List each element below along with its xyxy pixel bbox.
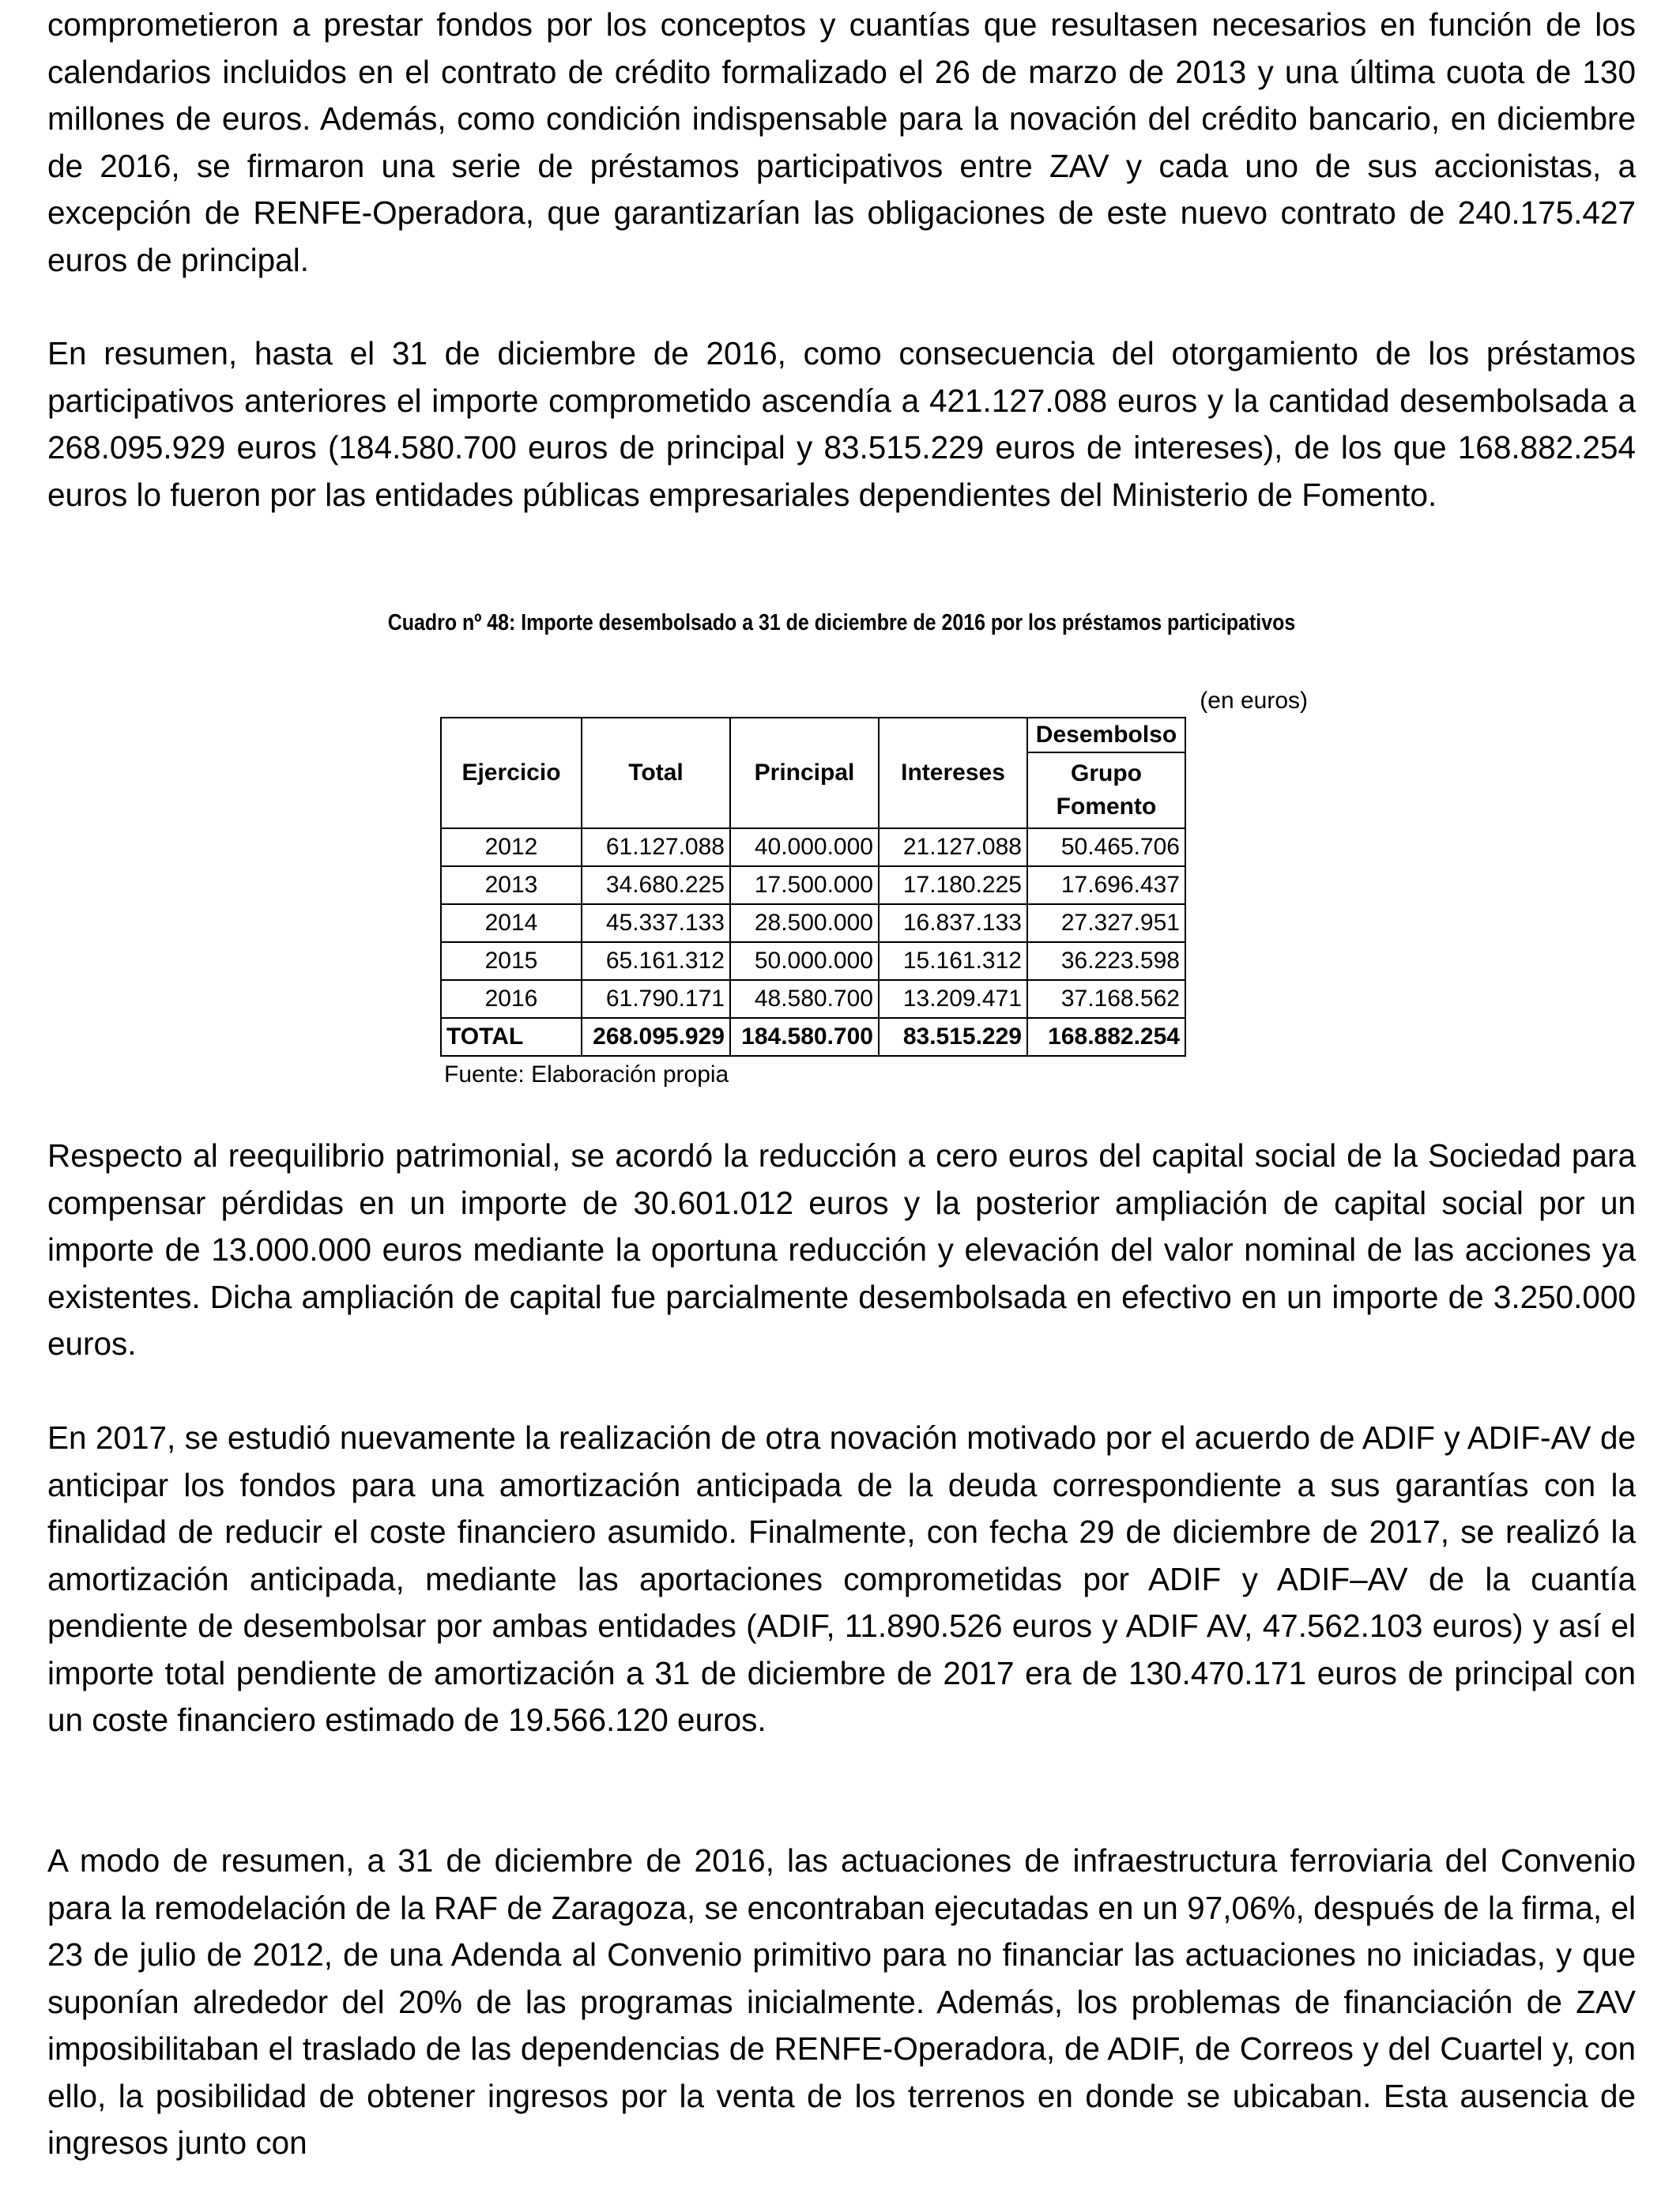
cell-total: 61.127.088 — [582, 828, 730, 866]
cell-intereses: 16.837.133 — [879, 904, 1027, 942]
table-total-row — [441, 1018, 1185, 1056]
paragraph-novacion-2017: En 2017, se estudió nuevamente la realización de otra novación motivado por el acuerdo de ADIF y ADIF-AV de anticipar los fondos para una amortización anticipada de la deuda correspondiente a sus garantías con la finalidad de reducir el coste financiero asumido. Finalmente, con fecha 29 de diciembre de 2017, se realizó la amortización anticipada, mediante las aportaciones comprometidas por ADIF y ADIF–AV de la cuantía pendiente de desembolsar por ambas entidades (ADIF, 11.890.526 euros y ADIF AV, 47.562.103 euros) y así el importe total pendiente de amortización a 31 de diciembre de 2017 era de 130.470.171 euros de principal con un coste financiero estimado de 19.566.120 euros. — [47, 1419, 1636, 1738]
cell-year: 2012 — [441, 828, 582, 866]
cell-year: 2015 — [441, 942, 582, 980]
cell-principal: 40.000.000 — [730, 828, 879, 866]
cell-fomento: 37.168.562 — [1027, 980, 1185, 1018]
header-grupo-fomento: Grupo Fomento — [1027, 752, 1185, 828]
header-intereses: Intereses — [879, 718, 1027, 828]
cell-fomento: 17.696.437 — [1027, 866, 1185, 904]
cell-intereses: 21.127.088 — [879, 828, 1027, 866]
header-ejercicio: Ejercicio — [441, 718, 582, 828]
cell-fomento: 168.882.254 — [1027, 1018, 1185, 1056]
header-desembolso: Desembolso — [1027, 718, 1185, 752]
table-row — [441, 904, 1185, 942]
cell-fomento: 36.223.598 — [1027, 942, 1185, 980]
cell-year: 2016 — [441, 980, 582, 1018]
table-row — [441, 828, 1185, 866]
cell-total: 61.790.171 — [582, 980, 730, 1018]
table-caption: Cuadro nº 48: Importe desembolsado a 31 de diciembre de 2016 por los préstamos participativos — [387, 610, 1296, 635]
cell-fomento: 27.327.951 — [1027, 904, 1185, 942]
paragraph-prestamos-participativos: comprometieron a prestar fondos por los conceptos y cuantías que resultasen necesarios en función de los calendarios incluidos en el contrato de crédito formalizado el 26 de marzo de 2013 y una última cuota de 130 millones de euros. Además, como condición indispensable para la novación del crédito bancario, en diciembre de 2016, se firmaron una serie de préstamos participativos entre ZAV y cada uno de sus accionistas, a excepción de RENFE-Operadora, que garantizarían las obligaciones de este nuevo contrato de 240.175.427 euros de principal. — [47, 6, 1636, 278]
table-row — [441, 980, 1185, 1018]
table-row — [441, 942, 1185, 980]
paragraph-resumen-actuaciones: A modo de resumen, a 31 de diciembre de 2016, las actuaciones de infraestructura ferroviaria del Convenio para la remodelación de la RAF de Zaragoza, se encontraban ejecutadas en un 97,06%, después de la firma, el 23 de julio de 2012, de una Adenda al Convenio primitivo para no financiar las actuaciones no iniciadas, y que suponían alrededor del 20% de las programas inicialmente. Además, los problemas de financiación de ZAV imposibilitaban el traslado de las dependencias de RENFE-Operadora, de ADIF, de Correos y del Cuartel y, con ello, la posibilidad de obtener ingresos por la venta de los terrenos en donde se ubicaban. Esta ausencia de ingresos junto con — [47, 1842, 1636, 2161]
cell-intereses: 83.515.229 — [879, 1018, 1027, 1056]
table-units: (en euros) — [1200, 688, 1308, 714]
cell-total-label: TOTAL — [441, 1018, 582, 1056]
cell-year: 2014 — [441, 904, 582, 942]
desembolso-table — [440, 717, 1186, 1057]
cell-intereses: 15.161.312 — [879, 942, 1027, 980]
cell-principal: 48.580.700 — [730, 980, 879, 1018]
cell-principal: 28.500.000 — [730, 904, 879, 942]
cell-total: 45.337.133 — [582, 904, 730, 942]
cell-total: 34.680.225 — [582, 866, 730, 904]
cell-fomento: 50.465.706 — [1027, 828, 1185, 866]
cell-total: 268.095.929 — [582, 1018, 730, 1056]
header-principal: Principal — [730, 718, 879, 828]
cell-principal: 17.500.000 — [730, 866, 879, 904]
cell-year: 2013 — [441, 866, 582, 904]
cell-principal: 50.000.000 — [730, 942, 879, 980]
cell-principal: 184.580.700 — [730, 1018, 879, 1056]
cell-intereses: 13.209.471 — [879, 980, 1027, 1018]
cell-intereses: 17.180.225 — [879, 866, 1027, 904]
cell-total: 65.161.312 — [582, 942, 730, 980]
table-source: Fuente: Elaboración propia — [444, 1061, 729, 1088]
paragraph-reequilibrio-patrimonial: Respecto al reequilibrio patrimonial, se acordó la reducción a cero euros del capital social de la Sociedad para compensar pérdidas en un importe de 30.601.012 euros y la posterior ampliación de capital social por un importe de 13.000.000 euros mediante la oportuna reducción y elevación del valor nominal de las acciones ya existentes. Dicha ampliación de capital fue parcialmente desembolsada en efectivo en un importe de 3.250.000 euros. — [47, 1137, 1636, 1362]
table-row — [441, 866, 1185, 904]
header-total: Total — [582, 718, 730, 828]
paragraph-resumen-importes: En resumen, hasta el 31 de diciembre de 2016, como consecuencia del otorgamiento de los préstamos participativos anteriores el importe comprometido ascendía a 421.127.088 euros y la cantidad desembolsada a 268.095.929 euros (184.580.700 euros de principal y 83.515.229 euros de intereses), de los que 168.882.254 euros lo fueron por las entidades públicas empresariales dependientes del Ministerio de Fomento. — [47, 335, 1636, 513]
